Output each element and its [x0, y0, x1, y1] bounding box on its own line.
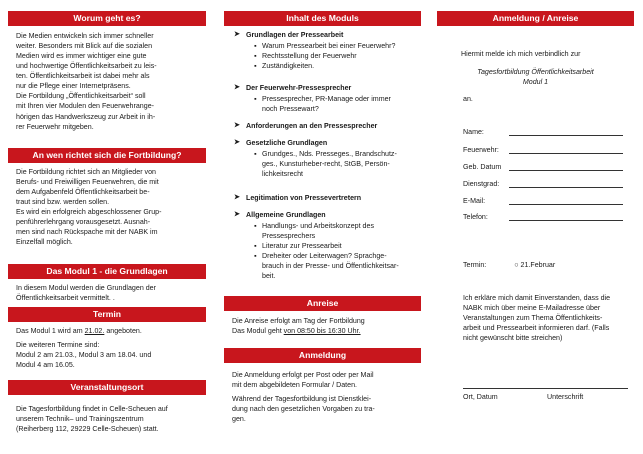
- paragraph-anmeldung: Die Anmeldung erfolgt per Post oder per Mail mit dem abgebildeten Formular / Daten. Während der Tagesfortbildung ist Dienstklei- dung nach den gesetzlichen Vorgaben zu tra- gen.: [232, 371, 375, 424]
- consent-text: Ich erkläre mich damit Einverstanden, dass die NABK mich über meine E-Mailadresse über Veranstaltungen zum Thema Öffentlichkeits- arbeit und Pressearbeit informieren darf. (Falls nicht gewünscht bitte streichen): [463, 294, 611, 343]
- telefon-field[interactable]: [509, 220, 623, 221]
- heading-inhalt: Inhalt des Moduls: [224, 11, 421, 26]
- name-field[interactable]: [509, 135, 623, 136]
- termin-date: 21.02.: [84, 327, 105, 335]
- topic-anforderungen: ➤ Anforderungen an den Pressesprecher: [234, 122, 378, 130]
- paragraph-worum: Die Medien entwickeln sich immer schneller weiter. Besonders mit Blick auf die sozialen Medien wird es immer wichtiger eine gute und hochwertige Öffentlichkeitsarbeit zu leis- ten. Öffentlichkeitsarbeit ist dabei mehr als nur die Pflege einer Internetpräsens. Die Fortbildung „Öffentlichkeitsarbeit“ soll mit Ihren vier Modulen den Feuerwehrange- hörigen das Handwerkszeug zur Arbeit in ih- rer Feuerwehr mitgeben.: [16, 32, 157, 131]
- sig-ort-datum: Ort, Datum: [463, 393, 498, 401]
- list-item: ▪ Rechtsstellung der Feuerwehr: [254, 52, 357, 61]
- arrow-icon: ➤: [234, 84, 240, 91]
- form-row-name[interactable]: [463, 127, 623, 137]
- paragraph-veranstaltungsort: Die Tagesfortbildung findet in Celle-Scheuen auf unserem Technik– und Trainingszentrum (Reiherberg 112, 29229 Celle-Scheuen) statt.: [16, 405, 168, 434]
- list-item: ▪ Handlungs- und Arbeitskonzept des Pressesprechers: [254, 222, 374, 241]
- column-middle: [224, 0, 421, 454]
- form-row-feuerwehr[interactable]: [463, 145, 623, 155]
- topic-allgemeine-grundlagen: ➤ Allgemeine Grundlagen ▪ Handlungs- und Arbeitskonzept des Pressesprechers ▪ Literatur zur Pressearbeit ▪ Dreheiter oder Leiterwagen? Sprachge- brauch in der Presse- und Öffentlichkeitsar- beit.: [234, 210, 419, 281]
- paragraph-modul1: In diesem Modul werden die Grundlagen der Öffentlichkeitsarbeit vermittelt. .: [16, 284, 156, 303]
- arrow-icon: ➤: [234, 139, 240, 146]
- arrow-icon: ➤: [234, 194, 240, 201]
- paragraph-zielgruppe: Die Fortbildung richtet sich an Mitglieder von Berufs- und Freiwilligen Feuerwehren, die mit dem Aufgabenfeld Öffentlichkeitsarbeit be- traut sind bzw. werden sollen. Es wird ein erfolgreich abgeschlossener Grup- penführerlehrgang vorausgesetzt. Ausnah- men sind nach Rückspache mit der NABK im Einzelfall möglich.: [16, 168, 162, 247]
- topic-legitimation: ➤ Legitimation von Pressevertretern: [234, 194, 362, 202]
- signature-line[interactable]: [463, 388, 628, 389]
- radio-circle-icon[interactable]: ○: [514, 261, 519, 269]
- field-label: Name:: [463, 128, 484, 136]
- heading-zielgruppe: An wen richtet sich die Fortbildung?: [8, 148, 206, 163]
- form-course-module: Modul 1: [522, 78, 549, 86]
- bullet-icon: ▪: [254, 150, 257, 159]
- topic-pressesprecher: ➤ Der Feuerwehr-Pressesprecher ▪ Pressesprecher, PR-Manage oder immer noch Pressewart?: [234, 83, 419, 114]
- list-item: ▪ Zuständigkeiten.: [254, 62, 315, 71]
- heading-anreise: Anreise: [224, 296, 421, 311]
- bullet-icon: ▪: [254, 52, 257, 61]
- geburtsdatum-field[interactable]: [509, 170, 623, 171]
- bullet-icon: ▪: [254, 252, 257, 261]
- topic-grundlagen-pressearbeit: ➤ Grundlagen der Pressearbeit ▪ Warum Pressearbeit bei einer Feuerwehr? ▪ Rechtsstellung der Feuerwehr ▪ Zuständigkeiten.: [234, 30, 419, 71]
- list-item: ▪ Pressesprecher, PR-Manage oder immer noch Pressewart?: [254, 95, 391, 114]
- form-row-geburtsdatum[interactable]: [463, 162, 623, 172]
- sig-unterschrift: Unterschrift: [547, 393, 584, 401]
- feuerwehr-field[interactable]: [509, 153, 623, 154]
- form-row-dienstgrad[interactable]: [463, 179, 623, 189]
- arrow-icon: ➤: [234, 211, 240, 218]
- heading-anmeldung-anreise: Anmeldung / Anreise: [437, 11, 634, 26]
- bullet-icon: ▪: [254, 222, 257, 231]
- field-label: E-Mail:: [463, 197, 486, 205]
- heading-veranstaltungsort: Veranstaltungsort: [8, 380, 206, 395]
- heading-termin: Termin: [8, 307, 206, 322]
- field-label: Feuerwehr:: [463, 146, 499, 154]
- anreise-time: von 08:50 bis 16:30 Uhr.: [283, 327, 361, 336]
- heading-anmeldung: Anmeldung: [224, 348, 421, 363]
- form-row-email[interactable]: [463, 196, 623, 206]
- list-item: ▪ Dreheiter oder Leiterwagen? Sprachge- brauch in der Presse- und Öffentlichkeitsar- beit.: [254, 252, 399, 281]
- list-item: ▪ Grundges., Nds. Presseges., Brandschutz- ges., Kunsturheber-recht, StGB, Persön- lichkeitsrecht: [254, 150, 397, 179]
- email-field[interactable]: [509, 204, 623, 205]
- form-intro: Hiermit melde ich mich verbindlich zur: [461, 50, 581, 58]
- dienstgrad-field[interactable]: [509, 187, 623, 188]
- bullet-icon: ▪: [254, 62, 257, 71]
- form-an: an.: [463, 95, 473, 103]
- list-item: ▪ Warum Pressearbeit bei einer Feuerwehr?: [254, 42, 396, 51]
- column-right: [437, 0, 634, 454]
- list-item: ▪ Literatur zur Pressearbeit: [254, 242, 342, 251]
- bullet-icon: ▪: [254, 95, 257, 104]
- termin-value: 21.Februar: [520, 261, 556, 269]
- arrow-icon: ➤: [234, 31, 240, 38]
- bullet-icon: ▪: [254, 42, 257, 51]
- form-course-title: Tagesfortbildung Öffentlichkeitsarbeit: [477, 68, 594, 76]
- paragraph-termin: Das Modul 1 wird am 21.02. angeboten. Die weiteren Termine sind: Modul 2 am 21.03., Modul 3 am 18.04. und Modul 4 am 16.05.: [16, 327, 152, 370]
- termin-option[interactable]: [463, 260, 555, 270]
- heading-worum: Worum geht es?: [8, 11, 206, 26]
- field-label: Dienstgrad:: [463, 180, 500, 188]
- column-left: [8, 0, 206, 454]
- form-row-telefon[interactable]: [463, 212, 623, 222]
- field-label: Telefon:: [463, 213, 488, 221]
- field-label: Geb. Datum: [463, 163, 502, 171]
- bullet-icon: ▪: [254, 242, 257, 251]
- termin-label: Termin:: [463, 261, 487, 269]
- arrow-icon: ➤: [234, 122, 240, 129]
- heading-modul1: Das Modul 1 - die Grundlagen: [8, 264, 206, 279]
- paragraph-anreise: Die Anreise erfolgt am Tag der Fortbildung Das Modul geht von 08:50 bis 16:30 Uhr.: [232, 317, 365, 336]
- topic-gesetzliche-grundlagen: ➤ Gesetzliche Grundlagen ▪ Grundges., Nds. Presseges., Brandschutz- ges., Kunsturheber-recht, StGB, Persön- lichkeitsrecht: [234, 138, 419, 179]
